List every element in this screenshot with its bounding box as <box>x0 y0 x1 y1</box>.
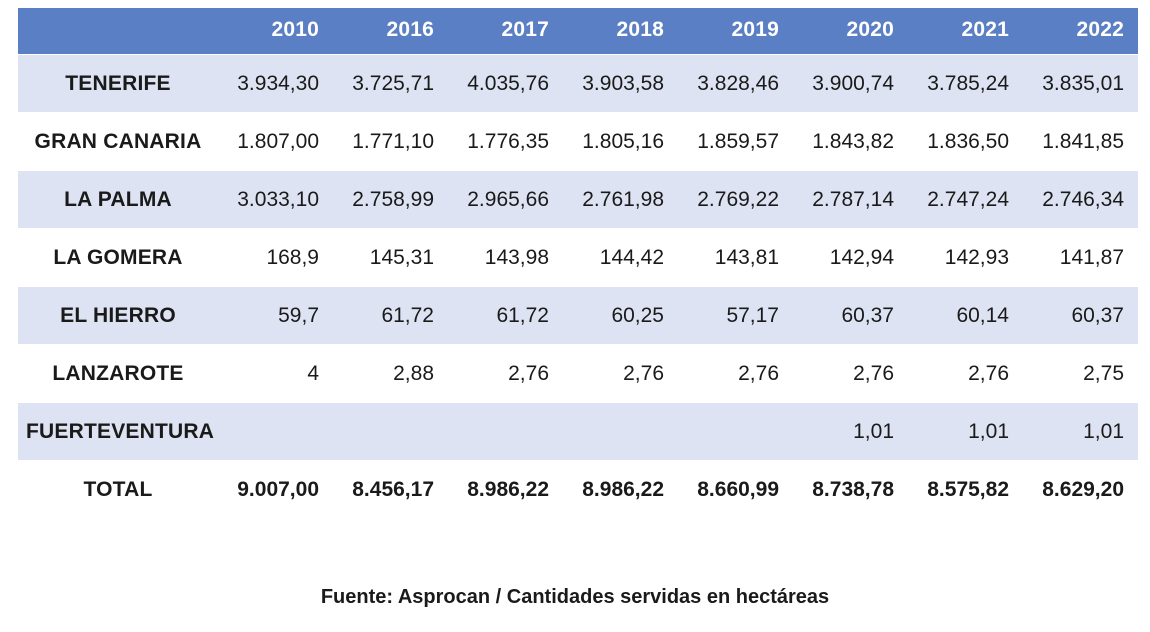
cell-lanzarote-2019: 2,76 <box>678 345 793 403</box>
cell-el-hierro-2016: 61,72 <box>333 287 448 345</box>
source-note: Fuente: Asprocan / Cantidades servidas en hectáreas <box>320 586 830 608</box>
cell-gran-canaria-2020: 1.843,82 <box>793 113 908 171</box>
cell-fuerteventura-2021: 1,01 <box>908 403 1023 461</box>
cell-la-palma-2021: 2.747,24 <box>908 171 1023 229</box>
table-row <box>18 55 1138 113</box>
cell-total-2022: 8.629,20 <box>1023 461 1138 519</box>
row-label-el-hierro: EL HIERRO <box>18 287 218 345</box>
cell-fuerteventura-2020: 1,01 <box>793 403 908 461</box>
cell-tenerife-2019: 3.828,46 <box>678 55 793 113</box>
cell-fuerteventura-2017 <box>448 403 563 461</box>
cell-total-2018: 8.986,22 <box>563 461 678 519</box>
cell-total-2017: 8.986,22 <box>448 461 563 519</box>
cell-gran-canaria-2019: 1.859,57 <box>678 113 793 171</box>
cell-lanzarote-2021: 2,76 <box>908 345 1023 403</box>
cell-la-palma-2020: 2.787,14 <box>793 171 908 229</box>
cell-la-palma-2016: 2.758,99 <box>333 171 448 229</box>
cell-la-gomera-2022: 141,87 <box>1023 229 1138 287</box>
cell-tenerife-2020: 3.900,74 <box>793 55 908 113</box>
table-header <box>18 8 1138 55</box>
cell-la-palma-2022: 2.746,34 <box>1023 171 1138 229</box>
cell-el-hierro-2010: 59,7 <box>218 287 333 345</box>
cell-la-gomera-2018: 144,42 <box>563 229 678 287</box>
header-row <box>18 8 1138 55</box>
cell-fuerteventura-2019 <box>678 403 793 461</box>
cell-total-2021: 8.575,82 <box>908 461 1023 519</box>
cell-total-2020: 8.738,78 <box>793 461 908 519</box>
row-label-la-palma: LA PALMA <box>18 171 218 229</box>
header-cell-2018: 2018 <box>563 8 678 55</box>
cell-la-gomera-2019: 143,81 <box>678 229 793 287</box>
cell-lanzarote-2022: 2,75 <box>1023 345 1138 403</box>
cell-fuerteventura-2016 <box>333 403 448 461</box>
cell-lanzarote-2016: 2,88 <box>333 345 448 403</box>
cell-el-hierro-2018: 60,25 <box>563 287 678 345</box>
cell-el-hierro-2017: 61,72 <box>448 287 563 345</box>
table-row <box>18 287 1138 345</box>
cell-lanzarote-2010: 4 <box>218 345 333 403</box>
row-label-fuerteventura: FUERTEVENTURA <box>18 403 218 461</box>
cell-la-palma-2017: 2.965,66 <box>448 171 563 229</box>
cell-tenerife-2021: 3.785,24 <box>908 55 1023 113</box>
banana-hectares-table <box>18 8 1138 519</box>
table-container <box>18 8 1138 519</box>
table-row <box>18 113 1138 171</box>
cell-fuerteventura-2022: 1,01 <box>1023 403 1138 461</box>
cell-total-2010: 9.007,00 <box>218 461 333 519</box>
cell-lanzarote-2020: 2,76 <box>793 345 908 403</box>
cell-la-gomera-2017: 143,98 <box>448 229 563 287</box>
cell-tenerife-2018: 3.903,58 <box>563 55 678 113</box>
cell-tenerife-2010: 3.934,30 <box>218 55 333 113</box>
table-body <box>18 55 1138 519</box>
header-cell-2010: 2010 <box>218 8 333 55</box>
header-cell-2022: 2022 <box>1023 8 1138 55</box>
cell-lanzarote-2018: 2,76 <box>563 345 678 403</box>
row-label-gran-canaria: GRAN CANARIA <box>18 113 218 171</box>
row-label-lanzarote: LANZAROTE <box>18 345 218 403</box>
row-label-la-gomera: LA GOMERA <box>18 229 218 287</box>
cell-la-palma-2019: 2.769,22 <box>678 171 793 229</box>
cell-gran-canaria-2017: 1.776,35 <box>448 113 563 171</box>
cell-tenerife-2017: 4.035,76 <box>448 55 563 113</box>
cell-gran-canaria-2010: 1.807,00 <box>218 113 333 171</box>
cell-la-gomera-2020: 142,94 <box>793 229 908 287</box>
cell-el-hierro-2021: 60,14 <box>908 287 1023 345</box>
header-cell-2017: 2017 <box>448 8 563 55</box>
header-cell-corner <box>18 8 218 55</box>
cell-total-2019: 8.660,99 <box>678 461 793 519</box>
cell-gran-canaria-2021: 1.836,50 <box>908 113 1023 171</box>
cell-gran-canaria-2016: 1.771,10 <box>333 113 448 171</box>
header-cell-2019: 2019 <box>678 8 793 55</box>
cell-el-hierro-2020: 60,37 <box>793 287 908 345</box>
cell-gran-canaria-2018: 1.805,16 <box>563 113 678 171</box>
cell-la-gomera-2016: 145,31 <box>333 229 448 287</box>
cell-la-gomera-2021: 142,93 <box>908 229 1023 287</box>
table-row-total <box>18 461 1138 519</box>
header-cell-2016: 2016 <box>333 8 448 55</box>
header-cell-2021: 2021 <box>908 8 1023 55</box>
row-label-total: TOTAL <box>18 461 218 519</box>
cell-tenerife-2022: 3.835,01 <box>1023 55 1138 113</box>
cell-fuerteventura-2010 <box>218 403 333 461</box>
cell-total-2016: 8.456,17 <box>333 461 448 519</box>
row-label-tenerife: TENERIFE <box>18 55 218 113</box>
cell-el-hierro-2022: 60,37 <box>1023 287 1138 345</box>
cell-gran-canaria-2022: 1.841,85 <box>1023 113 1138 171</box>
cell-lanzarote-2017: 2,76 <box>448 345 563 403</box>
table-row <box>18 345 1138 403</box>
header-cell-2020: 2020 <box>793 8 908 55</box>
table-row <box>18 171 1138 229</box>
table-row <box>18 403 1138 461</box>
cell-fuerteventura-2018 <box>563 403 678 461</box>
table-row <box>18 229 1138 287</box>
cell-el-hierro-2019: 57,17 <box>678 287 793 345</box>
cell-la-palma-2018: 2.761,98 <box>563 171 678 229</box>
cell-la-gomera-2010: 168,9 <box>218 229 333 287</box>
cell-la-palma-2010: 3.033,10 <box>218 171 333 229</box>
cell-tenerife-2016: 3.725,71 <box>333 55 448 113</box>
